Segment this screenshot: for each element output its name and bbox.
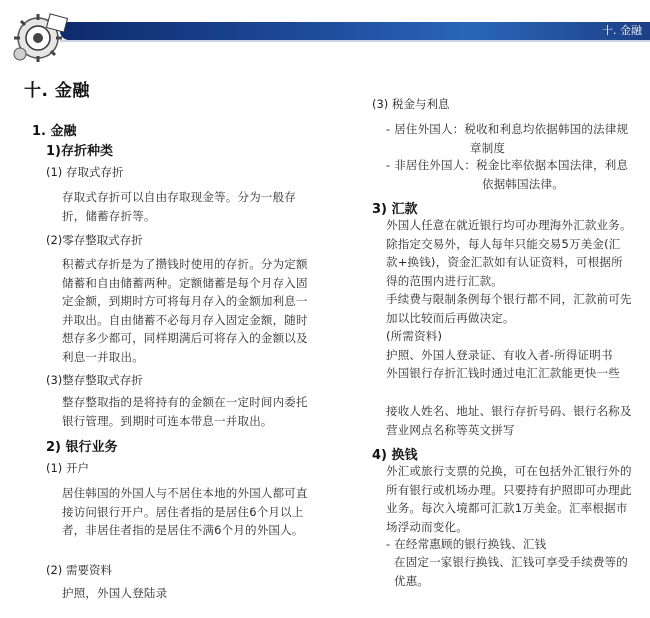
paragraph-exchange: 外汇或旅行支票的兑换，可在包括外汇银行外的所有银行或机场办理。只要持有护照即可办理此业务。每次入境都可汇款1万美金。汇率根据市场浮动而变化。 [386,464,632,534]
heading-finance: 1. 金融 [32,124,77,139]
paragraph-exchange-tip-title: - 在经常惠顾的银行换钱、汇钱 [386,537,547,551]
subheading-tax-interest: (3) 税金与利息 [372,97,450,111]
header-bar [60,22,650,40]
paragraph-required-docs: 护照，外国人登陆录 [62,586,168,600]
page-title: 十. 金融 [24,81,90,101]
paragraph-remittance-docs-2: 外国银行存折汇钱时通过电汇汇款能更快一些 [386,366,620,380]
subheading-free-savings: (1) 存取式存折 [46,165,124,179]
paragraph-free-savings: 存取式存折可以自由存取现金等。分为一般存折，储蓄存折等。 [62,190,296,223]
heading-exchange: 4) 换钱 [372,448,418,463]
paragraph-exchange-tip-body: 在固定一家银行换钱、汇钱可享受手续费等的优惠。 [394,555,628,588]
gear-decoration-icon [8,8,74,64]
heading-bank-business: 2) 银行业务 [46,440,118,455]
paragraph-fixed-deposit: 整存整取指的是将持有的金额在一定时间内委托银行管理。到期时可连本带息一并取出。 [62,395,308,428]
paragraph-tax-nonresident: - 非居住外国人：税金比率依据本国法律，利息依据韩国法律。 [386,158,629,191]
paragraph-remittance-fee: 手续费与限制条例每个银行都不同，汇款前可先加以比较而后再做决定。 [386,292,632,325]
paragraph-remittance-docs-3: 接收人姓名、地址、银行存折号码、银行名称及营业网点名称等英文拼写 [386,404,632,437]
heading-remittance: 3) 汇款 [372,202,418,217]
header-section-label: 十. 金融 [602,24,642,37]
paragraph-remittance: 外国人任意在就近银行均可办理海外汇款业务。除指定交易外，每人每年只能交易5万美金(汇款+换钱)，资金汇款如有认证资料，可根据所得的范围内进行汇款。 [386,218,632,288]
subheading-required-docs: (2) 需要资料 [46,563,112,577]
subheading-installment-savings: (2)零存整取式存折 [46,233,143,247]
heading-savings-types: 1)存折种类 [46,144,113,159]
header-divider [60,40,650,42]
subheading-open-account: (1) 开户 [46,461,89,475]
subheading-fixed-deposit: (3)整存整取式存折 [46,373,143,387]
paragraph-open-account: 居住韩国的外国人与不居住本地的外国人都可直接访问银行开户。居住者指的是居住6个月以上者，非居住者指的是居住不满6个月的外国人。 [62,486,308,537]
paragraph-remittance-docs-1: 护照、外国人登录证、有收入者-所得证明书 [386,348,613,362]
paragraph-tax-resident: - 居住外国人：税收和利息均依据韩国的法律规章制度 [386,122,629,155]
paragraph-installment-savings: 积蓄式存折是为了攒钱时使用的存折。分为定额储蓄和自由储蓄两种。定额储蓄是每个月存入固定金额，到期时方可将每月存入的金额加利息一并取出。自由储蓄不必每月存入固定金额，随时想存多少都可，同样期满后可将存入的金额以及利息一并取出。 [62,257,308,364]
label-remittance-docs: (所需资料) [386,329,443,343]
